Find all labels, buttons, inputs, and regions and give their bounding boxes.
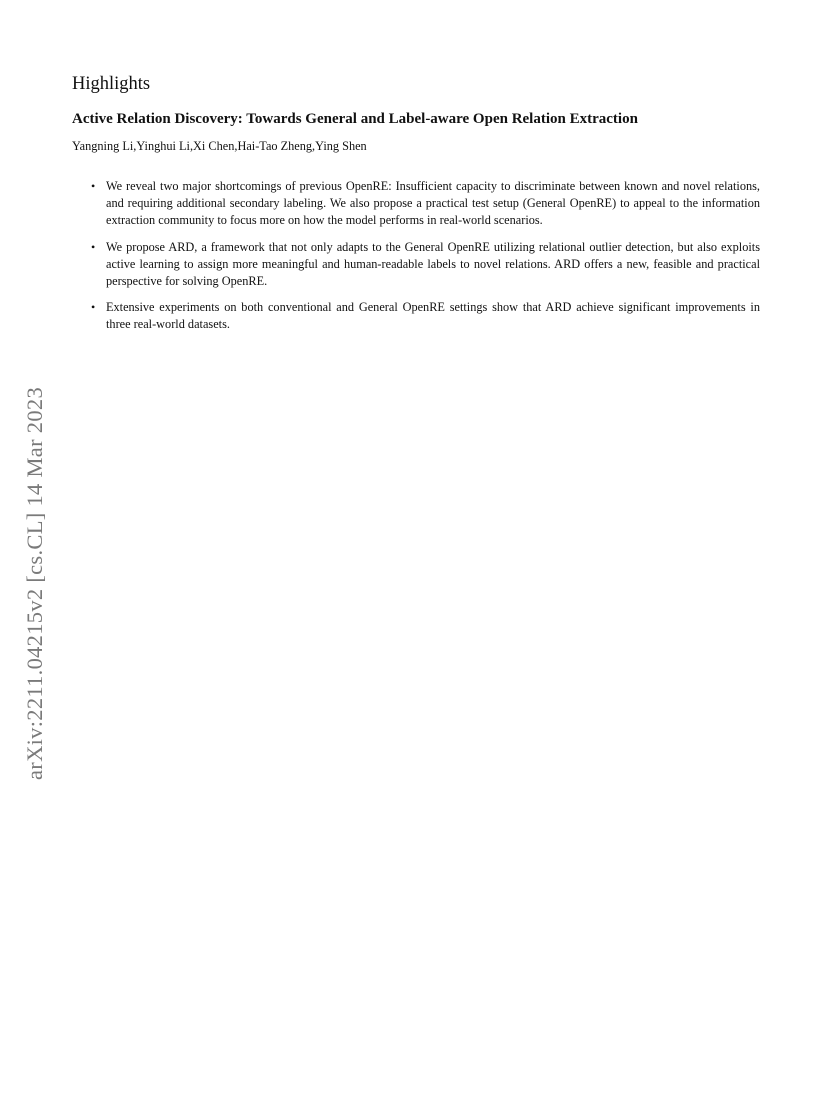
highlight-text: Extensive experiments on both conventional and General OpenRE settings show that ARD achieve significant improvements in three real-world datasets. [106,300,760,332]
highlight-text: We reveal two major shortcomings of previous OpenRE: Insufficient capacity to discriminate between known and novel relations, and requiring additional secondary labeling. We also propose a practical test setup (General OpenRE) to appeal to the information extraction community to focus more on how the model performs in real-world scenarios. [106,179,760,227]
bullet-icon: • [91,239,96,254]
highlights-page [72,72,760,343]
highlight-item [72,299,760,333]
arxiv-identifier-stamp: arXiv:2211.04215v2 [cs.CL] 14 Mar 2023 [22,386,47,780]
author-list: Yangning Li,Yinghui Li,Xi Chen,Hai-Tao Zheng,Ying Shen [72,139,367,153]
highlight-text: We propose ARD, a framework that not only adapts to the General OpenRE utilizing relational outlier detection, but also exploits active learning to assign more meaningful and human-readable labels to novel relations. ARD offers a new, feasible and practical perspective for solving OpenRE. [106,239,760,288]
bullet-icon: • [91,300,96,315]
paper-title: Active Relation Discovery: Towards General and Label-aware Open Relation Extraction [72,111,638,127]
bullet-icon: • [91,179,96,193]
section-heading: Highlights [72,74,151,94]
highlight-item [72,239,760,290]
highlights-list [72,178,760,333]
highlight-item [72,178,760,229]
